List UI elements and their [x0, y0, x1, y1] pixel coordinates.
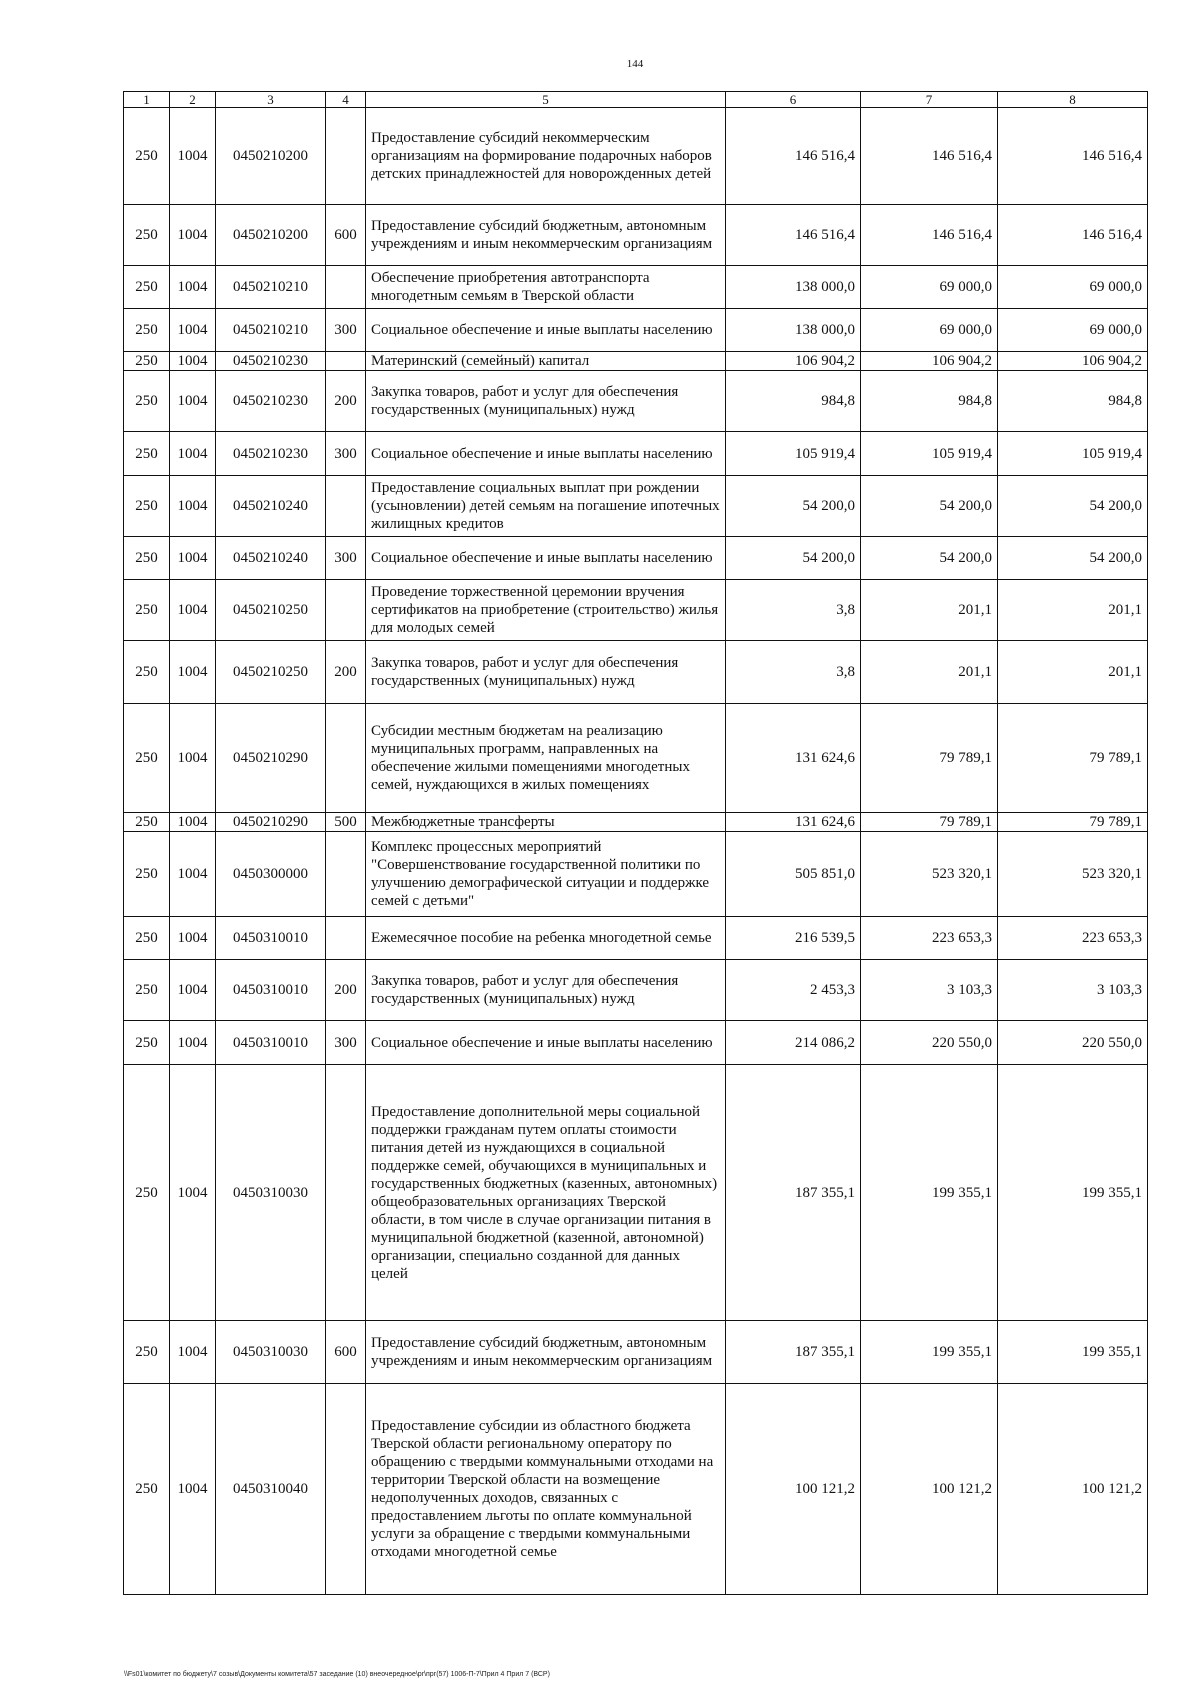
cell-admin: 250 — [124, 432, 170, 476]
column-header: 2 — [170, 92, 216, 108]
cell-amount-2: 79 789,1 — [861, 704, 998, 813]
table-row — [124, 371, 1148, 432]
cell-admin: 250 — [124, 371, 170, 432]
cell-amount-2: 105 919,4 — [861, 432, 998, 476]
page-number: 144 — [626, 58, 644, 70]
table-row — [124, 1065, 1148, 1321]
cell-amount-1: 214 086,2 — [726, 1021, 861, 1065]
cell-expense-type: 300 — [326, 309, 366, 352]
cell-section: 1004 — [170, 432, 216, 476]
cell-amount-1: 54 200,0 — [726, 476, 861, 537]
cell-expense-type: 200 — [326, 641, 366, 704]
cell-target-article: 0450310030 — [216, 1321, 326, 1384]
cell-amount-3: 79 789,1 — [998, 704, 1148, 813]
cell-target-article: 0450210290 — [216, 813, 326, 832]
cell-amount-1: 187 355,1 — [726, 1065, 861, 1321]
footer-file-path: \\Fs01\комитет по бюджету\7 созыв\Документы комитета\57 заседание (10) внеочередное\pr\прг(57) 1006-П-7\Прил 4 Прил 7 (ВСР) — [124, 1671, 550, 1678]
column-header: 4 — [326, 92, 366, 108]
column-header: 3 — [216, 92, 326, 108]
cell-admin: 250 — [124, 641, 170, 704]
table-row — [124, 266, 1148, 309]
cell-section: 1004 — [170, 641, 216, 704]
cell-amount-2: 201,1 — [861, 580, 998, 641]
cell-target-article: 0450210210 — [216, 309, 326, 352]
cell-admin: 250 — [124, 1021, 170, 1065]
cell-admin: 250 — [124, 537, 170, 580]
cell-amount-3: 146 516,4 — [998, 108, 1148, 205]
cell-description: Социальное обеспечение и иные выплаты населению — [366, 1021, 726, 1065]
cell-description: Социальное обеспечение и иные выплаты населению — [366, 432, 726, 476]
cell-amount-3: 201,1 — [998, 641, 1148, 704]
cell-description: Предоставление субсидий некоммерческим организациям на формирование подарочных наборов детских принадлежностей для новорожденных детей — [366, 108, 726, 205]
cell-amount-3: 220 550,0 — [998, 1021, 1148, 1065]
table-row — [124, 813, 1148, 832]
cell-section: 1004 — [170, 1384, 216, 1595]
cell-section: 1004 — [170, 1065, 216, 1321]
cell-section: 1004 — [170, 537, 216, 580]
cell-description: Социальное обеспечение и иные выплаты населению — [366, 537, 726, 580]
table-row — [124, 917, 1148, 960]
cell-section: 1004 — [170, 476, 216, 537]
cell-admin: 250 — [124, 813, 170, 832]
column-header: 7 — [861, 92, 998, 108]
cell-amount-2: 79 789,1 — [861, 813, 998, 832]
cell-admin: 250 — [124, 832, 170, 917]
cell-target-article: 0450210230 — [216, 371, 326, 432]
cell-amount-3: 79 789,1 — [998, 813, 1148, 832]
cell-amount-2: 54 200,0 — [861, 476, 998, 537]
cell-description: Социальное обеспечение и иные выплаты населению — [366, 309, 726, 352]
cell-section: 1004 — [170, 704, 216, 813]
cell-amount-1: 131 624,6 — [726, 813, 861, 832]
cell-description: Ежемесячное пособие на ребенка многодетной семье — [366, 917, 726, 960]
cell-description: Закупка товаров, работ и услуг для обеспечения государственных (муниципальных) нужд — [366, 960, 726, 1021]
cell-expense-type: 600 — [326, 1321, 366, 1384]
cell-amount-2: 199 355,1 — [861, 1321, 998, 1384]
cell-description: Предоставление субсидий бюджетным, автономным учреждениям и иным некоммерческим организациям — [366, 205, 726, 266]
cell-amount-1: 505 851,0 — [726, 832, 861, 917]
column-header: 6 — [726, 92, 861, 108]
cell-target-article: 0450210210 — [216, 266, 326, 309]
cell-target-article: 0450310010 — [216, 917, 326, 960]
cell-admin: 250 — [124, 476, 170, 537]
cell-expense-type — [326, 476, 366, 537]
cell-amount-1: 138 000,0 — [726, 266, 861, 309]
cell-section: 1004 — [170, 832, 216, 917]
cell-amount-2: 523 320,1 — [861, 832, 998, 917]
cell-expense-type — [326, 1065, 366, 1321]
cell-amount-1: 106 904,2 — [726, 352, 861, 371]
cell-section: 1004 — [170, 108, 216, 205]
cell-amount-1: 138 000,0 — [726, 309, 861, 352]
cell-section: 1004 — [170, 205, 216, 266]
cell-admin: 250 — [124, 205, 170, 266]
cell-admin: 250 — [124, 108, 170, 205]
cell-amount-3: 199 355,1 — [998, 1321, 1148, 1384]
cell-description: Материнский (семейный) капитал — [366, 352, 726, 371]
cell-expense-type: 200 — [326, 371, 366, 432]
budget-table — [123, 91, 1148, 1595]
cell-amount-1: 146 516,4 — [726, 108, 861, 205]
cell-target-article: 0450210200 — [216, 205, 326, 266]
table-row — [124, 704, 1148, 813]
cell-expense-type — [326, 108, 366, 205]
cell-description: Закупка товаров, работ и услуг для обеспечения государственных (муниципальных) нужд — [366, 641, 726, 704]
cell-amount-1: 131 624,6 — [726, 704, 861, 813]
cell-amount-3: 106 904,2 — [998, 352, 1148, 371]
table-row — [124, 960, 1148, 1021]
cell-description: Обеспечение приобретения автотранспорта многодетным семьям в Тверской области — [366, 266, 726, 309]
cell-expense-type: 200 — [326, 960, 366, 1021]
cell-amount-1: 3,8 — [726, 580, 861, 641]
table-row — [124, 309, 1148, 352]
table-row — [124, 580, 1148, 641]
cell-amount-3: 100 121,2 — [998, 1384, 1148, 1595]
cell-section: 1004 — [170, 917, 216, 960]
cell-amount-3: 54 200,0 — [998, 537, 1148, 580]
column-header: 1 — [124, 92, 170, 108]
cell-amount-3: 105 919,4 — [998, 432, 1148, 476]
cell-amount-2: 199 355,1 — [861, 1065, 998, 1321]
cell-description: Предоставление субсидии из областного бюджета Тверской области региональному оператору по обращению с твердыми коммунальными отходами на территории Тверской области на возмещение недополученных доходов, связанных с предоставлением льготы по оплате коммунальной услуги за обращение с твердыми коммунальными отходами многодетной семье — [366, 1384, 726, 1595]
cell-description: Предоставление субсидий бюджетным, автономным учреждениям и иным некоммерческим организациям — [366, 1321, 726, 1384]
cell-amount-1: 2 453,3 — [726, 960, 861, 1021]
cell-expense-type: 300 — [326, 1021, 366, 1065]
cell-amount-2: 146 516,4 — [861, 108, 998, 205]
cell-amount-3: 54 200,0 — [998, 476, 1148, 537]
table-row — [124, 1384, 1148, 1595]
cell-target-article: 0450210240 — [216, 537, 326, 580]
cell-target-article: 0450300000 — [216, 832, 326, 917]
cell-amount-3: 3 103,3 — [998, 960, 1148, 1021]
cell-amount-2: 100 121,2 — [861, 1384, 998, 1595]
cell-amount-1: 54 200,0 — [726, 537, 861, 580]
table-row — [124, 205, 1148, 266]
cell-target-article: 0450310040 — [216, 1384, 326, 1595]
cell-description: Предоставление социальных выплат при рождении (усыновлении) детей семьям на погашение ипотечных жилищных кредитов — [366, 476, 726, 537]
table-row — [124, 641, 1148, 704]
cell-section: 1004 — [170, 1021, 216, 1065]
cell-admin: 250 — [124, 1065, 170, 1321]
cell-admin: 250 — [124, 1384, 170, 1595]
cell-amount-2: 984,8 — [861, 371, 998, 432]
cell-section: 1004 — [170, 813, 216, 832]
cell-target-article: 0450210200 — [216, 108, 326, 205]
cell-expense-type — [326, 917, 366, 960]
cell-amount-2: 146 516,4 — [861, 205, 998, 266]
cell-description: Межбюджетные трансферты — [366, 813, 726, 832]
cell-expense-type — [326, 580, 366, 641]
cell-section: 1004 — [170, 352, 216, 371]
cell-section: 1004 — [170, 1321, 216, 1384]
cell-target-article: 0450310030 — [216, 1065, 326, 1321]
cell-admin: 250 — [124, 960, 170, 1021]
cell-amount-3: 523 320,1 — [998, 832, 1148, 917]
table-row — [124, 832, 1148, 917]
cell-admin: 250 — [124, 309, 170, 352]
cell-amount-1: 984,8 — [726, 371, 861, 432]
cell-description: Закупка товаров, работ и услуг для обеспечения государственных (муниципальных) нужд — [366, 371, 726, 432]
table-header-row — [124, 92, 1148, 108]
column-header: 5 — [366, 92, 726, 108]
table-row — [124, 1321, 1148, 1384]
cell-expense-type: 300 — [326, 537, 366, 580]
cell-amount-1: 146 516,4 — [726, 205, 861, 266]
cell-target-article: 0450310010 — [216, 960, 326, 1021]
cell-amount-3: 199 355,1 — [998, 1065, 1148, 1321]
column-header: 8 — [998, 92, 1148, 108]
cell-section: 1004 — [170, 960, 216, 1021]
cell-section: 1004 — [170, 309, 216, 352]
cell-section: 1004 — [170, 266, 216, 309]
cell-amount-3: 984,8 — [998, 371, 1148, 432]
cell-expense-type — [326, 266, 366, 309]
cell-amount-3: 69 000,0 — [998, 266, 1148, 309]
cell-expense-type — [326, 1384, 366, 1595]
table-row — [124, 537, 1148, 580]
cell-amount-2: 220 550,0 — [861, 1021, 998, 1065]
cell-expense-type — [326, 832, 366, 917]
cell-amount-1: 216 539,5 — [726, 917, 861, 960]
cell-target-article: 0450210290 — [216, 704, 326, 813]
cell-admin: 250 — [124, 704, 170, 813]
cell-amount-3: 146 516,4 — [998, 205, 1148, 266]
cell-amount-2: 69 000,0 — [861, 309, 998, 352]
table-row — [124, 432, 1148, 476]
cell-amount-3: 223 653,3 — [998, 917, 1148, 960]
cell-target-article: 0450210230 — [216, 352, 326, 371]
cell-amount-2: 69 000,0 — [861, 266, 998, 309]
cell-target-article: 0450210230 — [216, 432, 326, 476]
table-row — [124, 352, 1148, 371]
cell-admin: 250 — [124, 1321, 170, 1384]
cell-expense-type — [326, 704, 366, 813]
cell-target-article: 0450210240 — [216, 476, 326, 537]
cell-description: Предоставление дополнительной меры социальной поддержки гражданам путем оплаты стоимости питания детей из нуждающихся в социальной поддержке семей, обучающихся в муниципальных и государственных бюджетных (казенных, автономных) общеобразовательных организациях Тверской области, в том числе в случае организации питания в муниципальной бюджетной (казенной, автономной) организации, специально созданной для данных целей — [366, 1065, 726, 1321]
cell-amount-2: 106 904,2 — [861, 352, 998, 371]
cell-admin: 250 — [124, 580, 170, 641]
cell-amount-3: 201,1 — [998, 580, 1148, 641]
cell-amount-1: 3,8 — [726, 641, 861, 704]
cell-amount-2: 223 653,3 — [861, 917, 998, 960]
cell-target-article: 0450310010 — [216, 1021, 326, 1065]
cell-expense-type: 500 — [326, 813, 366, 832]
cell-amount-1: 187 355,1 — [726, 1321, 861, 1384]
cell-section: 1004 — [170, 580, 216, 641]
cell-description: Комплекс процессных мероприятий "Совершенствование государственной политики по улучшению демографической ситуации и поддержке семей с детьми" — [366, 832, 726, 917]
cell-description: Проведение торжественной церемонии вручения сертификатов на приобретение (строительство) жилья для молодых семей — [366, 580, 726, 641]
cell-section: 1004 — [170, 371, 216, 432]
table-row — [124, 476, 1148, 537]
table-row — [124, 1021, 1148, 1065]
cell-description: Субсидии местным бюджетам на реализацию муниципальных программ, направленных на обеспечение жилыми помещениями многодетных семей, нуждающихся в жилых помещениях — [366, 704, 726, 813]
cell-amount-1: 100 121,2 — [726, 1384, 861, 1595]
cell-admin: 250 — [124, 352, 170, 371]
cell-amount-3: 69 000,0 — [998, 309, 1148, 352]
cell-admin: 250 — [124, 266, 170, 309]
table-row — [124, 108, 1148, 205]
cell-expense-type — [326, 352, 366, 371]
cell-amount-2: 3 103,3 — [861, 960, 998, 1021]
cell-expense-type: 600 — [326, 205, 366, 266]
cell-target-article: 0450210250 — [216, 641, 326, 704]
cell-amount-1: 105 919,4 — [726, 432, 861, 476]
cell-admin: 250 — [124, 917, 170, 960]
cell-amount-2: 201,1 — [861, 641, 998, 704]
cell-target-article: 0450210250 — [216, 580, 326, 641]
cell-amount-2: 54 200,0 — [861, 537, 998, 580]
cell-expense-type: 300 — [326, 432, 366, 476]
